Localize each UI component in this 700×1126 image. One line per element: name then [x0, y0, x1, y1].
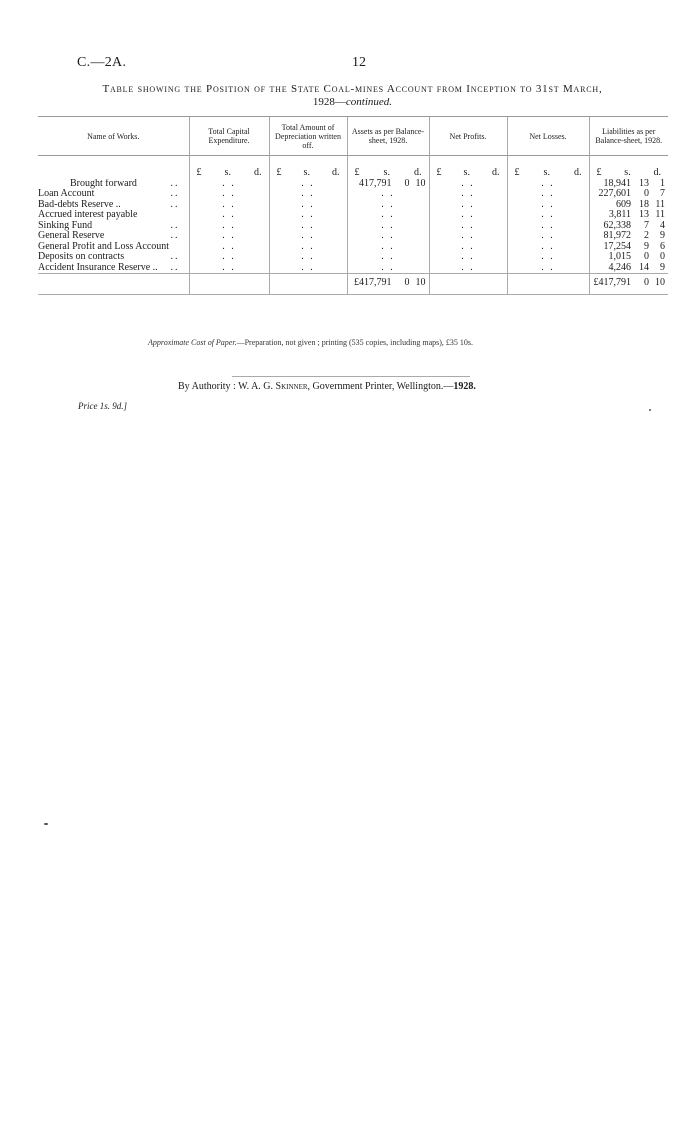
total-assets-amount: £417,791 0 10	[354, 277, 426, 288]
price-note: Price 1s. 9d.]	[78, 401, 127, 411]
depreciation-cell	[269, 231, 347, 242]
row-name: Brought forward ..	[70, 178, 180, 189]
dots-placeholder: . .	[541, 178, 555, 189]
table-row	[38, 210, 668, 221]
liabilities-cell	[589, 263, 668, 274]
losses-cell	[507, 179, 589, 190]
dots-placeholder: . .	[222, 178, 236, 189]
dots-placeholder: . .	[301, 199, 315, 210]
dots-placeholder: . .	[301, 241, 315, 252]
dots-placeholder: . .	[381, 241, 395, 252]
print-year: 1928.	[453, 381, 476, 392]
page-reference: C.—2A.	[77, 55, 127, 70]
profits-cell	[429, 210, 507, 221]
dots-placeholder: . .	[301, 252, 315, 262]
table-row	[38, 221, 668, 232]
table-row	[38, 231, 668, 242]
liabilities-cell	[589, 231, 668, 242]
dots-placeholder: . .	[381, 199, 395, 210]
table-row	[38, 252, 668, 263]
liabilities-cell	[589, 242, 668, 253]
page-number: 12	[352, 55, 366, 70]
total-capital-blank	[189, 274, 269, 295]
dots-placeholder: . .	[381, 210, 395, 220]
table-row	[38, 242, 668, 253]
row-name: Bad-debts Reserve .. ..	[38, 199, 180, 210]
losses-cell	[507, 221, 589, 232]
dots-placeholder: . .	[222, 262, 236, 273]
col-header-profits: Net Profits.	[429, 117, 507, 156]
units-cell: £ s. d.	[189, 156, 269, 179]
dots-placeholder: . .	[461, 178, 475, 189]
print-speck	[649, 409, 651, 411]
assets-cell	[347, 179, 429, 190]
row-name: Accident Insurance Reserve .. ..	[38, 262, 180, 273]
depreciation-cell	[269, 263, 347, 274]
depreciation-cell	[269, 210, 347, 221]
capital-cell	[189, 242, 269, 253]
footer-divider	[232, 376, 470, 377]
profits-cell	[429, 252, 507, 263]
liabilities-amount: 609 18 11	[616, 199, 665, 210]
dots-placeholder: . .	[301, 210, 315, 220]
assets-cell	[347, 221, 429, 232]
profits-cell	[429, 179, 507, 190]
dots-placeholder: . .	[461, 199, 475, 210]
profits-cell	[429, 242, 507, 253]
capital-cell	[189, 179, 269, 190]
losses-cell	[507, 231, 589, 242]
units-cell: £ s. d.	[347, 156, 429, 179]
total-liabilities-cell	[589, 274, 668, 295]
dots-placeholder: . .	[541, 231, 555, 241]
capital-cell	[189, 200, 269, 211]
printer-authority: By Authority : W. A. G. Skinner, Government Printer, Wellington.—1928.	[178, 381, 476, 392]
profits-cell	[429, 263, 507, 274]
total-profits-blank	[429, 274, 507, 295]
cost-text: —Preparation, not given ; printing (535 copies, including maps), £35 10s.	[236, 338, 474, 347]
dots-placeholder: . .	[541, 189, 555, 199]
assets-cell	[347, 200, 429, 211]
liabilities-cell	[589, 179, 668, 190]
works-table	[38, 116, 668, 295]
assets-amount: 417,791 0 10	[359, 178, 426, 189]
dots-placeholder: . .	[461, 252, 475, 262]
dots-placeholder: . .	[461, 231, 475, 241]
table-row	[38, 200, 668, 211]
dots-placeholder: . .	[541, 199, 555, 210]
title-continued: continued.	[345, 96, 393, 108]
table-row	[38, 179, 668, 190]
liabilities-amount: 81,972 2 9	[603, 231, 665, 241]
profits-cell	[429, 200, 507, 211]
units-cell: £ s. d.	[589, 156, 668, 179]
capital-cell	[189, 221, 269, 232]
dots-placeholder: . .	[381, 252, 395, 262]
capital-cell	[189, 252, 269, 263]
total-losses-blank	[507, 274, 589, 295]
liabilities-cell	[589, 221, 668, 232]
depreciation-cell	[269, 189, 347, 200]
units-row	[38, 156, 668, 179]
depreciation-cell	[269, 252, 347, 263]
table-row	[38, 263, 668, 274]
liabilities-cell	[589, 252, 668, 263]
dots-placeholder: . .	[222, 241, 236, 252]
dots-placeholder: . .	[381, 231, 395, 241]
total-name-blank	[38, 274, 189, 295]
dots-placeholder: . .	[222, 252, 236, 262]
dots-placeholder: . .	[301, 262, 315, 273]
losses-cell	[507, 242, 589, 253]
dots-placeholder: . .	[381, 220, 395, 231]
row-name: Accrued interest payable	[38, 210, 138, 220]
table-title-line1: Table showing the Position of the State Coal-mines Account from Inception to 31st March,	[102, 83, 603, 95]
profits-cell	[429, 189, 507, 200]
dots-placeholder: . .	[541, 241, 555, 252]
dots-placeholder: . .	[222, 220, 236, 231]
total-assets-cell	[347, 274, 429, 295]
col-header-name: Name of Works.	[38, 117, 189, 156]
losses-cell	[507, 189, 589, 200]
row-name: Sinking Fund ..	[38, 220, 180, 231]
assets-cell	[347, 210, 429, 221]
depreciation-cell	[269, 221, 347, 232]
printer-name: Skinner	[275, 381, 308, 392]
dots-placeholder: . .	[541, 220, 555, 231]
dots-placeholder: . .	[222, 210, 236, 220]
col-header-assets: Assets as per Balance-sheet, 1928.	[347, 117, 429, 156]
units-cell: £ s. d.	[507, 156, 589, 179]
losses-cell	[507, 263, 589, 274]
dots-placeholder: . .	[541, 262, 555, 273]
col-header-losses: Net Losses.	[507, 117, 589, 156]
depreciation-cell	[269, 200, 347, 211]
table-title	[40, 83, 665, 109]
losses-cell	[507, 200, 589, 211]
assets-cell	[347, 189, 429, 200]
print-speck	[44, 823, 48, 825]
capital-cell	[189, 210, 269, 221]
depreciation-cell	[269, 179, 347, 190]
capital-cell	[189, 263, 269, 274]
units-cell-blank	[38, 156, 189, 179]
row-name: Loan Account ..	[38, 189, 180, 199]
col-header-capital: Total Capital Expenditure.	[189, 117, 269, 156]
assets-cell	[347, 231, 429, 242]
row-name: General Reserve ..	[38, 231, 180, 241]
table-row	[38, 189, 668, 200]
capital-cell	[189, 189, 269, 200]
assets-cell	[347, 252, 429, 263]
losses-cell	[507, 252, 589, 263]
total-depreciation-blank	[269, 274, 347, 295]
liabilities-amount: 17,254 9 6	[603, 241, 665, 252]
capital-cell	[189, 231, 269, 242]
row-name: Deposits on contracts ..	[38, 252, 180, 262]
col-header-liabilities: Liabilities as per Balance-sheet, 1928.	[589, 117, 668, 156]
liabilities-amount: 62,338 7 4	[603, 220, 665, 231]
liabilities-amount: 3,811 13 11	[608, 210, 665, 220]
dots-placeholder: . .	[301, 231, 315, 241]
dots-placeholder: . .	[301, 189, 315, 199]
table-title-line2	[40, 96, 665, 109]
dots-placeholder: . .	[461, 220, 475, 231]
total-liabilities-amount: £417,791 0 10	[593, 277, 665, 288]
liabilities-cell	[589, 210, 668, 221]
dots-placeholder: . .	[222, 231, 236, 241]
title-year: 1928—	[312, 96, 346, 108]
units-cell: £ s. d.	[269, 156, 347, 179]
assets-cell	[347, 242, 429, 253]
depreciation-cell	[269, 242, 347, 253]
dots-placeholder: . .	[222, 199, 236, 210]
dots-placeholder: . .	[301, 178, 315, 189]
liabilities-amount: 18,941 13 1	[603, 178, 665, 189]
dots-placeholder: . .	[541, 210, 555, 220]
cost-label: Approximate Cost of Paper.	[148, 338, 237, 347]
dots-placeholder: . .	[381, 189, 395, 199]
dots-placeholder: . .	[461, 241, 475, 252]
profits-cell	[429, 231, 507, 242]
dots-placeholder: . .	[461, 210, 475, 220]
assets-cell	[347, 263, 429, 274]
table-header-row	[38, 117, 668, 156]
row-name: General Profit and Loss Account	[38, 241, 170, 252]
col-header-depreciation: Total Amount of Depreciation written off.	[269, 117, 347, 156]
liabilities-cell	[589, 189, 668, 200]
liabilities-cell	[589, 200, 668, 211]
cost-of-paper-note	[148, 338, 473, 347]
dots-placeholder: . .	[301, 220, 315, 231]
liabilities-amount: 1,015 0 0	[608, 252, 665, 262]
dots-placeholder: . .	[461, 189, 475, 199]
dots-placeholder: . .	[222, 189, 236, 199]
losses-cell	[507, 210, 589, 221]
liabilities-amount: 4,246 14 9	[608, 262, 665, 273]
dots-placeholder: . .	[461, 262, 475, 273]
dots-placeholder: . .	[381, 262, 395, 273]
liabilities-amount: 227,601 0 7	[598, 189, 665, 199]
profits-cell	[429, 221, 507, 232]
units-cell: £ s. d.	[429, 156, 507, 179]
dots-placeholder: . .	[541, 252, 555, 262]
totals-row	[38, 274, 668, 295]
